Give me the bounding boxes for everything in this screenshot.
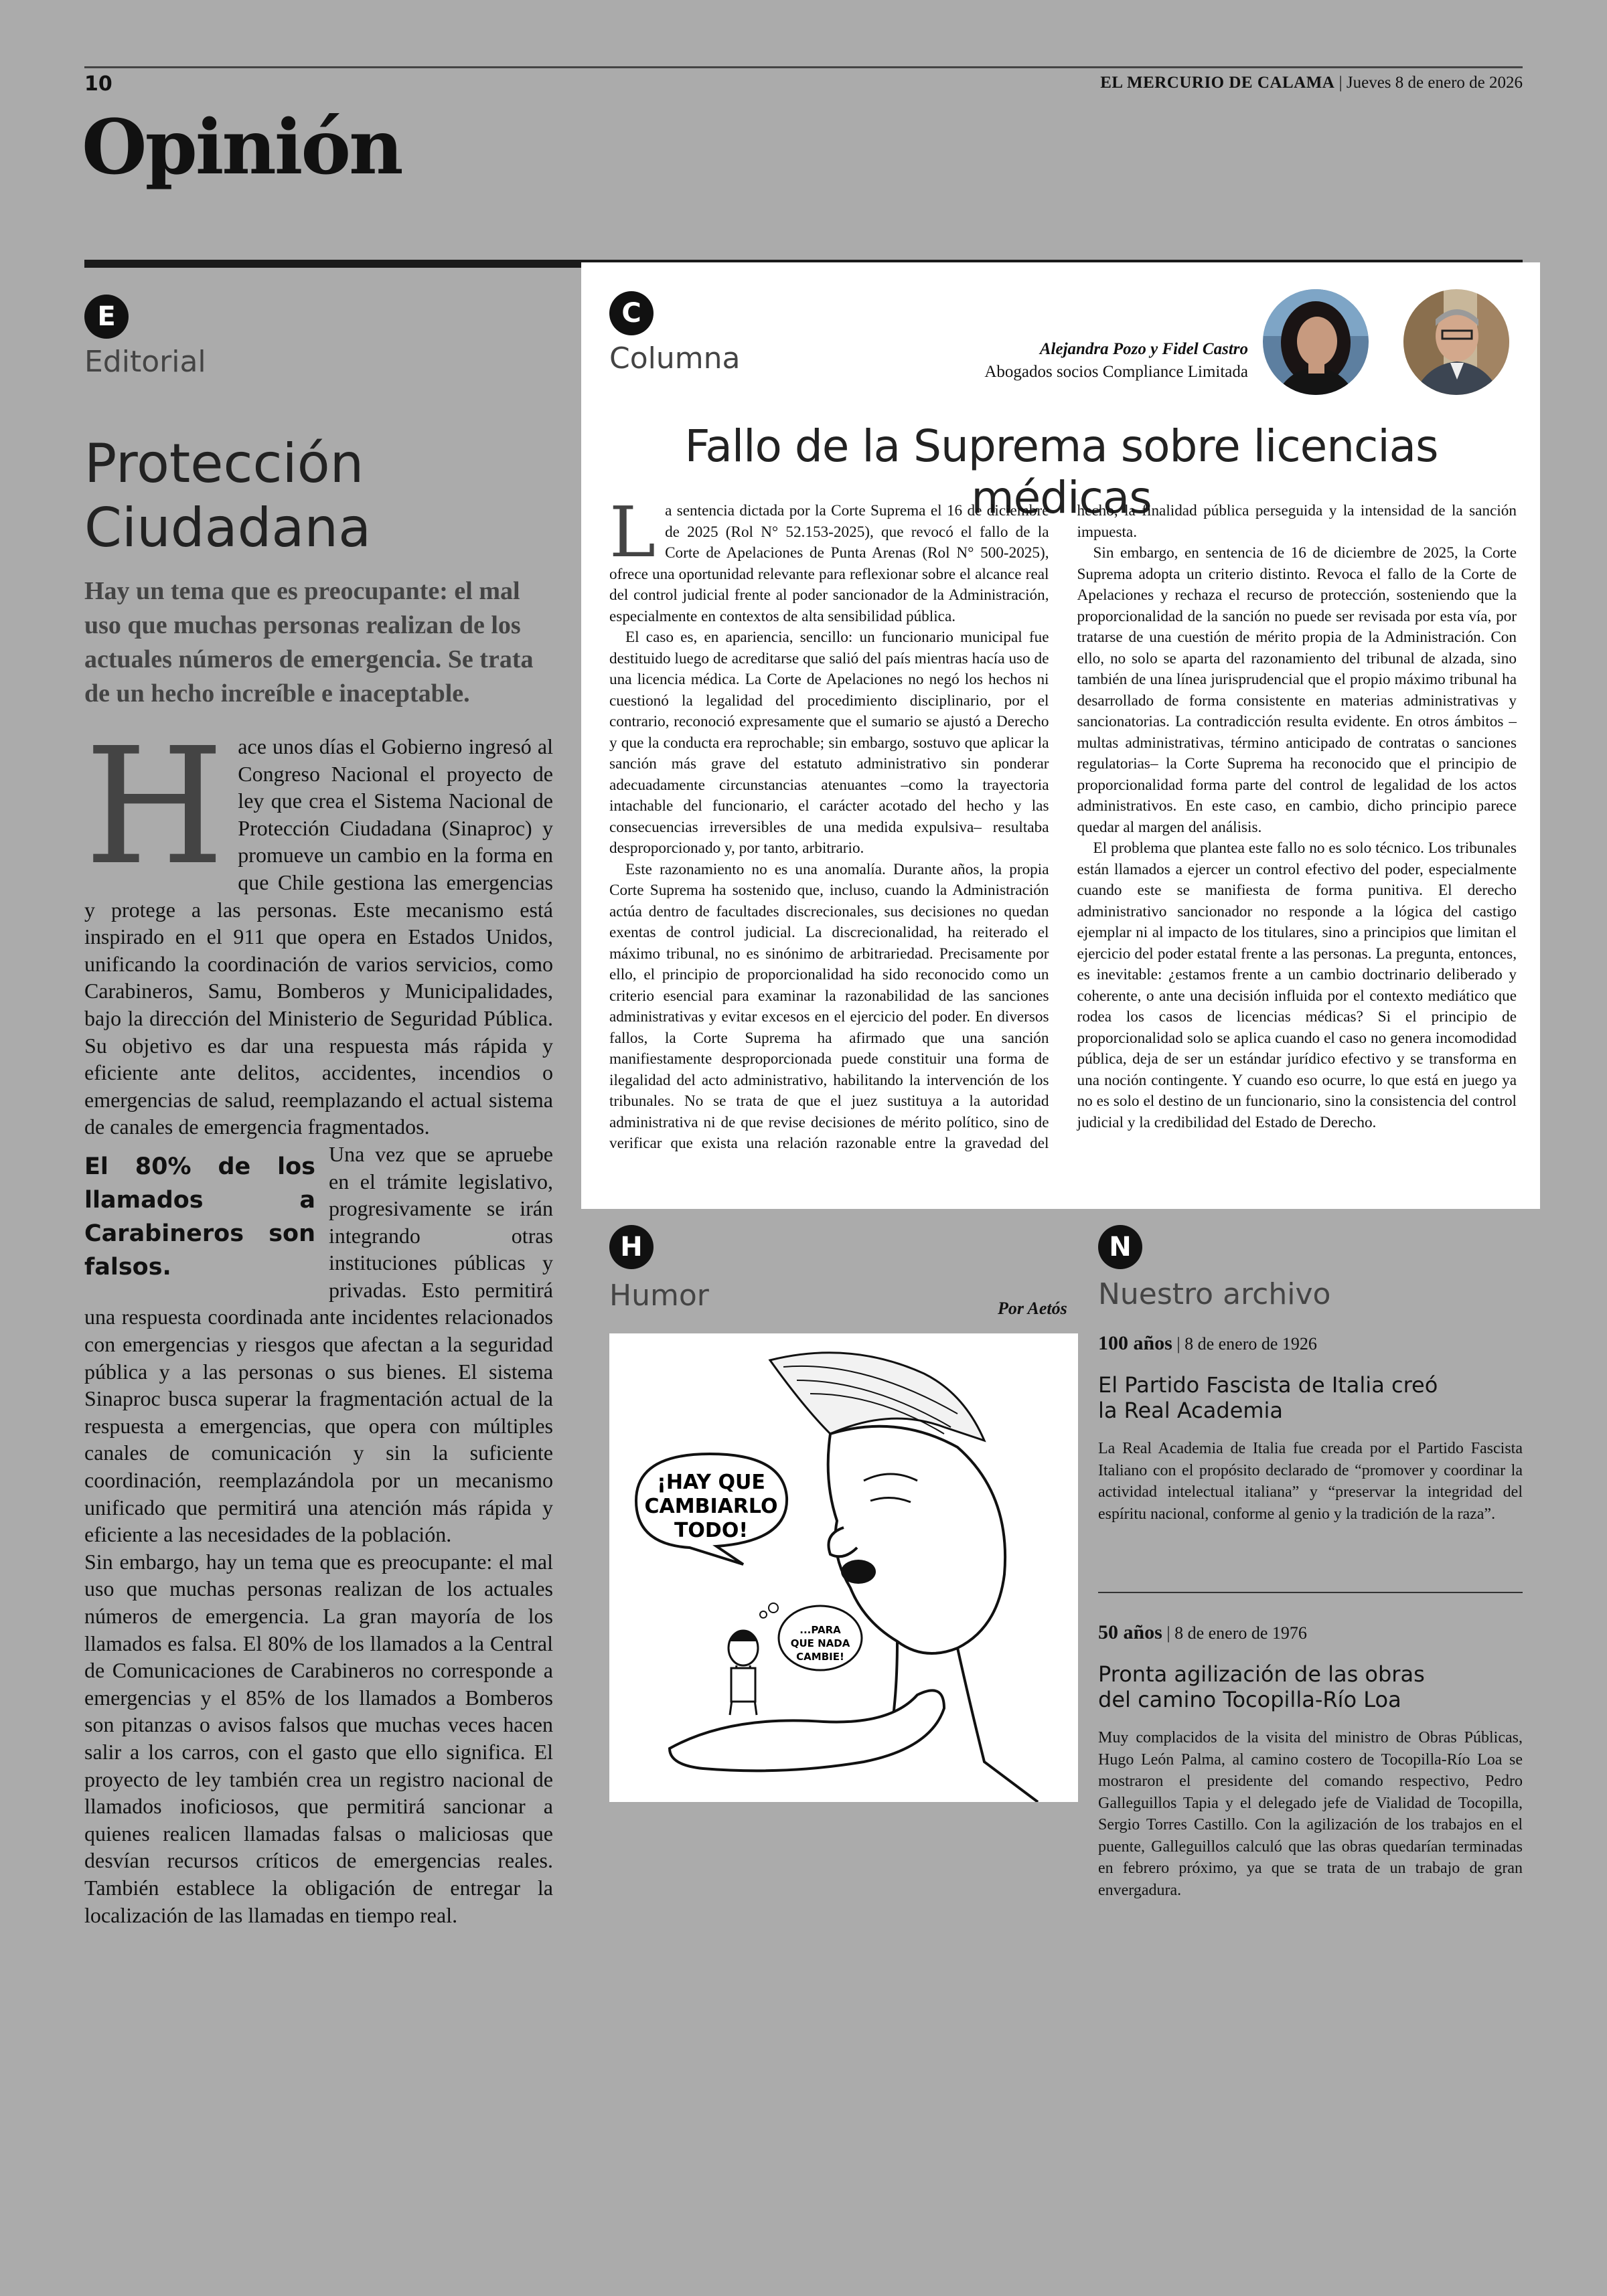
column-paragraph: Este razonamiento no es una anomalía. Durante años, la propia Corte Suprema ha sostenido que, incluso, cuando la Administración actúa dentro de facultades discrecionales, sus decisiones no quedan exentas de control judicial. La discrecionalidad, ha reiterado el máximo tribunal, no es sinónimo de arbitrariedad. Precisamente por ello, el principio de proporcionalidad ha sido reconocido como un criterio esencial para examinar la razonabilidad de las sanciones administrativas y evitar excesos en el ejercicio del poder. En diversos fallos, la Corte Suprema ha afirmado que una sanción manifiestamente desproporcionada puede constituir una forma de ilegalidad del acto administrativo, habilitando la intervención de los tribunales. No se trata de que el juez sustituya a la autoridad administrativa ni de que revise decisiones de mérito político, sino de verificar que exista una relación razonable entre la gravedad del hecho, la finalidad pública perseguida y la intensidad de la sanción impuesta. bbox=[609, 502, 1517, 1152]
archive-body: La Real Academia de Italia fue creada por el Partido Fascista Italiano con el propósito declarado de “promover y coordinar la actividad intelectual italiana” y “preservar la integridad del espíritu nacional, conforme al genio y la tradición de la raza”. bbox=[1098, 1440, 1523, 1523]
archive-divider bbox=[1098, 1592, 1523, 1593]
author-photo-alejandra bbox=[1263, 289, 1369, 395]
humor-badge: H bbox=[609, 1225, 654, 1269]
column-label: Columna bbox=[609, 341, 741, 376]
humor-byline: Por Aetós bbox=[998, 1299, 1067, 1318]
editorial-badge: E bbox=[84, 295, 129, 339]
archive-date: 8 de enero de 1926 bbox=[1184, 1334, 1317, 1354]
masthead: EL MERCURIO DE CALAMA | Jueves 8 de enero de 2026 bbox=[1100, 74, 1523, 92]
editorial-pullquote: El 80% de los llamados a Carabineros son falsos. bbox=[84, 1153, 315, 1281]
column-badge: C bbox=[609, 291, 654, 335]
editorial-paragraph: ace unos días el Gobierno ingresó al Congreso Nacional el proyecto de ley que crea el Sistema Nacional de Protección Ciudadana (Sinaproc) y promueve un cambio en la forma en que Chile gestiona las emergencias y protege a las personas. Este mecanismo está inspirado en el 911 que opera en Estados Unidos, unificando la coordinación de varios servicios, como Carabineros, Samu, Bomberos y Municipalidades, bajo la dirección del Ministerio de Seguridad Pública. Su objetivo es dar una respuesta más rápida y eficiente ante delitos, accidentes, incendios o emergencias de salud, reemplazando el actual sistema de canales de emergencia fragmentados. bbox=[84, 734, 553, 1139]
speech-small-line3: CAMBIE! bbox=[796, 1651, 844, 1663]
editorial-body bbox=[84, 713, 553, 1929]
archive-headline: Pronta agilización de las obras del camino Tocopilla-Río Loa bbox=[1098, 1661, 1425, 1712]
column-paragraph: a sentencia dictada por la Corte Suprema el 16 de diciembre de 2025 (Rol N° 52.153-2025), que revocó el fallo de la Corte de Apelaciones de Punta Arenas (Rol N° 500-2025), ofrece una oportunidad relevante para reflexionar sobre el alcance real del control judicial frente al poder sancionador de la Administración, especialmente en contextos de alta sensibilidad pública. bbox=[609, 502, 1049, 625]
speech-small-line2: QUE NADA bbox=[790, 1637, 850, 1649]
editorial-title: Protección Ciudadana bbox=[84, 432, 372, 559]
column-body bbox=[609, 491, 1517, 1155]
speech-big-line2: CAMBIARLO bbox=[644, 1495, 778, 1518]
editorial-paragraph: Sin embargo, hay un tema que es preocupante: el mal uso que muchas personas realizan de los actuales números de emergencia. La gran mayoría de los llamados es falsa. El 80% de los llamados a la Central de Comunicaciones de Carabineros no corresponde a emergencias y el 85% de los llamados a Bomberos son pitanzas o avisos falsos que muchas veces hacen salir a los carros, con el gasto que ello significa. El proyecto de ley también crea un registro nacional de llamados inoficiosos, que permitirá sancionar a quienes realicen llamadas falsas o maliciosas que desvían recursos críticos de emergencias reales. También establece la obligación de entregar la localización de las llamadas en tiempo real. bbox=[84, 1549, 553, 1927]
column-paragraph: El caso es, en apariencia, sencillo: un funcionario municipal fue destituido luego de acreditarse que salió del país mientras hacía uso de una licencia médica. La Corte de Apelaciones no negó los hechos ni cuestionó la legalidad del procedimiento disciplinario, por el contrario, reconoció expresamente que el sumario se ajustó a Derecho y que la conducta era reprochable; sin embargo, sostuvo que aplicar la sanción más grave del estatuto administrativo sin ponderar adecuadamente circunstancias atenuantes –como la trayectoria intachable del funcionario, el carácter acotado del hecho y las consecuencias irreversibles de una medida expulsiva– resultaba desproporcionado y, por tanto, arbitrario. bbox=[609, 629, 1049, 857]
column-authors bbox=[870, 338, 1248, 384]
archive-body: Muy complacidos de la visita del ministro de Obras Públicas, Hugo León Palma, al camino costero de Tocopilla-Río Loa se mostraron el presidente del comando respectivo, Pedro Galleguillos Tapia y el delegado jefe de Vialidad de Tocopilla, Sergio Torres Castillo. Con la agilización de los trabajos en el puente, Galleguillos calculó que las obras quedarían terminadas en febrero próximo, ya que se trata de un trabajo de gran envergadura. bbox=[1098, 1729, 1523, 1899]
archive-item bbox=[1098, 1621, 1523, 1901]
section-title: Opinión bbox=[82, 104, 402, 191]
archive-item-date: 100 años | 8 de enero de 1926 bbox=[1098, 1332, 1317, 1354]
archive-label: Nuestro archivo bbox=[1098, 1277, 1331, 1311]
column-title: Fallo de la Suprema sobre licencias médicas bbox=[684, 420, 1438, 523]
archive-years: 100 años bbox=[1098, 1332, 1172, 1354]
editorial-lead: Hay un tema que es preocupante: el mal uso que muchas personas realizan de los actuales números de emergencia. Se trata de un hecho increíble e inaceptable. bbox=[84, 577, 534, 708]
archive-item-date: 50 años | 8 de enero de 1976 bbox=[1098, 1621, 1307, 1643]
header-rule bbox=[84, 66, 1523, 68]
archive-item bbox=[1098, 1332, 1523, 1525]
page-number: 10 bbox=[84, 72, 112, 96]
cartoon bbox=[609, 1333, 1078, 1802]
column-paragraph: El problema que plantea este fallo no es solo técnico. Los tribunales están llamados a ejercer un control efectivo del poder, especialmente cuando este se manifiesta de forma punitiva. El derecho administrativo sancionador no responde a la lógica del castigo ejemplar ni al impacto de los titulares, sino a principios que limitan el ejercicio del poder estatal frente a las personas. La pregunta, entonces, es inevitable: ¿estamos frente a un cambio doctrinario deliberado y coherente, o ante una decisión influida por el contexto mediático que rodea los casos de licencias médicas? Si el principio de proporcionalidad solo se aplica cuando el caso no genera incomodidad pública, deja de ser un estándar jurídico efectivo y se transforma en una noción contingente. Y cuando eso ocurre, lo que está en juego ya no es solo el destino de un funcionario, sino la consistencia del control judicial y la credibilidad del Estado de Derecho. bbox=[1077, 839, 1517, 1131]
editorial-paragraph: Una vez que se apruebe en el trámite legislativo, progresivamente se irán integrando otras instituciones públicas y privadas. Esto permitirá una respuesta coordinada ante incidentes relacionados con emergencias y riesgos que afectan a la seguridad pública y a las personas o sus bienes. El sistema Sinaproc busca superar la fragmentación actual de la respuesta a emergencias, que opera con múltiples canales de comunicación y sin la suficiente coordinación, reemplazándola por un mecanismo unificado que permitirá una atención más rápida y eficiente a las necesidades de la población. bbox=[84, 1141, 553, 1547]
author-photo-fidel bbox=[1403, 289, 1509, 395]
archive-badge: N bbox=[1098, 1225, 1142, 1269]
archive-years: 50 años bbox=[1098, 1621, 1162, 1643]
author-role: Abogados socios Compliance Limitada bbox=[984, 363, 1248, 381]
archive-date: 8 de enero de 1976 bbox=[1174, 1623, 1307, 1643]
speech-small-line1: ...PARA bbox=[799, 1624, 841, 1636]
column-paragraph: Sin embargo, en sentencia de 16 de diciembre de 2025, la Corte Suprema adopta un criterio distinto. Revoca el fallo de la Corte de Apelaciones y rechaza el recurso de protección, sosteniendo que la proporcionalidad de la sanción no puede ser revisada por esta vía, por tratarse de una cuestión de mérito propia de la Administración. Con ello, no solo se aparta del razonamiento del tribunal de alzada, sino también de una línea jurisprudencial que el propio máximo tribunal ha desarrollado de forma consistente en materias administrativas y sancionatorias. La contradicción resulta evidente. En otros ámbitos –multas administrativas, término anticipado de contratas o sanciones regulatorias– la Corte Suprema ha reconocido que el principio de proporcionalidad forma parte del control de legalidad de los actos administrativos. En este caso, en cambio, dicho principio parece quedar al margen del análisis. bbox=[1077, 544, 1517, 836]
author-names: Alejandra Pozo y Fidel Castro bbox=[1039, 340, 1248, 358]
speech-big-line3: TODO! bbox=[674, 1519, 749, 1542]
editorial-label: Editorial bbox=[84, 345, 206, 379]
editorial-drop-cap: H bbox=[84, 713, 225, 900]
newspaper-name: EL MERCURIO DE CALAMA bbox=[1100, 74, 1335, 92]
archive-headline: El Partido Fascista de Italia creó la Real Academia bbox=[1098, 1372, 1438, 1423]
column-drop-cap: L bbox=[609, 491, 656, 573]
issue-date: Jueves 8 de enero de 2026 bbox=[1346, 74, 1523, 92]
cartoon-drawing bbox=[609, 1333, 1078, 1802]
humor-label: Humor bbox=[609, 1279, 709, 1313]
speech-big-line1: ¡HAY QUE bbox=[657, 1471, 765, 1494]
